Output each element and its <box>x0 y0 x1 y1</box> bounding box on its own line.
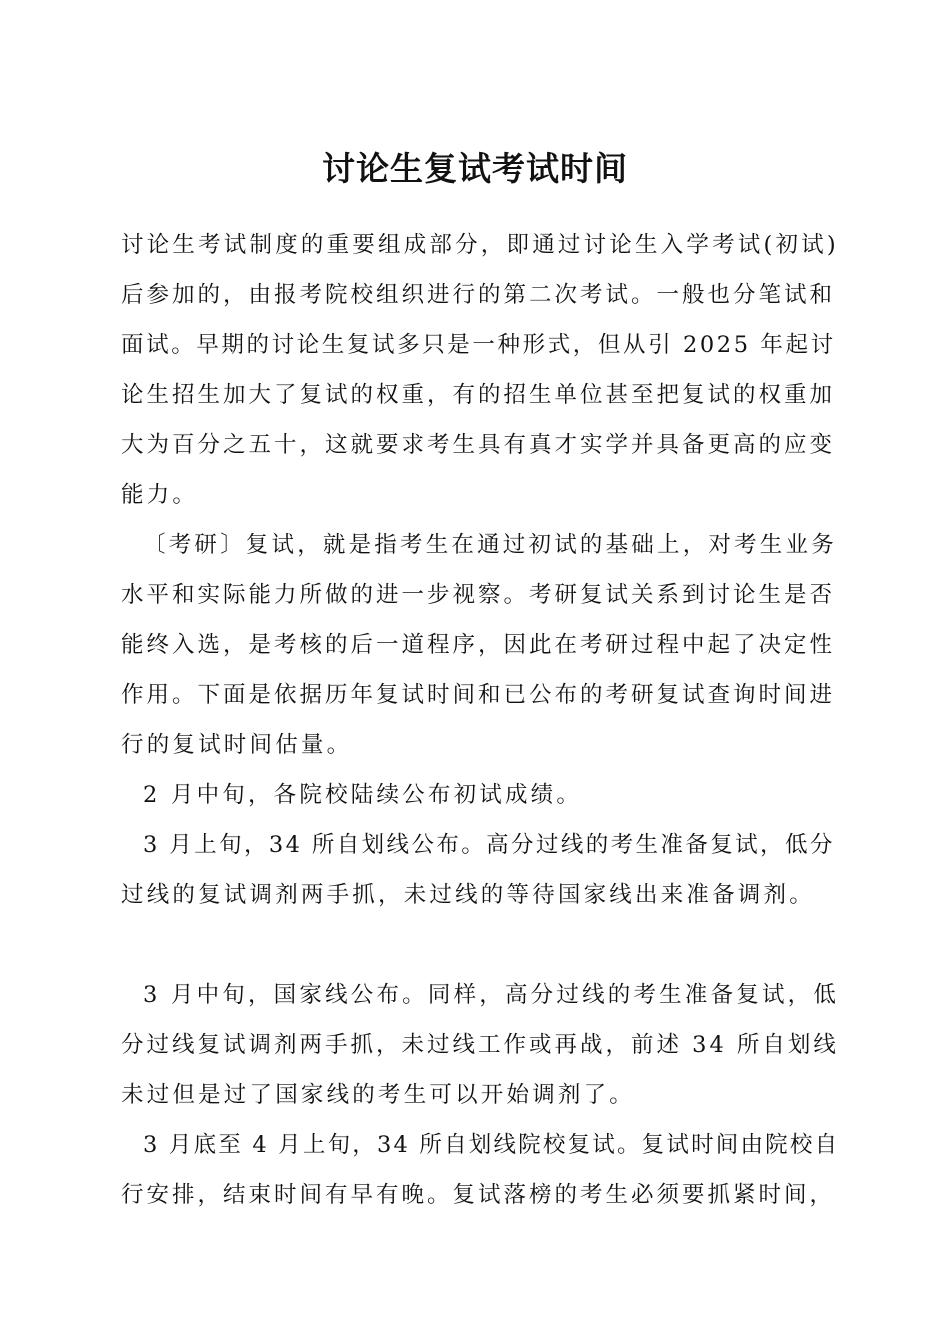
paragraph-1-line-1: 讨论生考试制度的重要组成部分，即通过讨论生入学考试(初试) <box>121 232 839 258</box>
paragraph-2-line-1: 〔考研〕复试，就是指考生在通过初试的基础上，对考生业务 <box>143 532 837 558</box>
paragraph-1-line-4: 论生招生加大了复试的权重，有的招生单位甚至把复试的权重加 <box>121 382 836 408</box>
paragraph-5-line-3: 未过但是过了国家线的考生可以开始调剂了。 <box>121 1082 636 1108</box>
paragraph-3-line-1: 2 月中旬，各院校陆续公布初试成绩。 <box>143 782 583 808</box>
paragraph-4-line-2: 过线的复试调剂两手抓，未过线的等待国家线出来准备调剂。 <box>121 882 815 908</box>
paragraph-2-line-3: 能终入选，是考核的后一道程序，因此在考研过程中起了决定性 <box>121 632 836 658</box>
paragraph-6-line-1: 3 月底至 4 月上旬，34 所自划线院校复试。复试时间由院校自 <box>143 1132 840 1158</box>
paragraph-1-line-3: 面试。早期的讨论生复试多只是一种形式，但从引 2025 年起讨 <box>121 332 836 358</box>
document-title: 讨论生复试考试时间 <box>322 149 628 188</box>
paragraph-5-line-2: 分过线复试调剂两手抓，未过线工作或再战，前述 34 所自划线 <box>121 1032 839 1058</box>
paragraph-1-line-5: 大为百分之五十，这就要求考生具有真才实学并具备更高的应变 <box>121 432 836 458</box>
paragraph-2-line-5: 行的复试时间估量。 <box>121 732 353 758</box>
paragraph-1-line-6: 能力。 <box>121 482 199 508</box>
paragraph-5-line-1: 3 月中旬，国家线公布。同样，高分过线的考生准备复试，低 <box>143 982 840 1008</box>
paragraph-2-line-2: 水平和实际能力所做的进一步视察。考研复试关系到讨论生是否 <box>121 582 836 608</box>
paragraph-2-line-4: 作用。下面是依据历年复试时间和已公布的考研复试查询时间进 <box>121 682 836 708</box>
paragraph-4-line-1: 3 月上旬，34 所自划线公布。高分过线的考生准备复试，低分 <box>143 832 835 858</box>
paragraph-6-line-2: 行安排，结束时间有早有晚。复试落榜的考生必须要抓紧时间， <box>121 1182 836 1208</box>
paragraph-1-line-2: 后参加的，由报考院校组织进行的第二次考试。一般也分笔试和 <box>121 282 836 308</box>
